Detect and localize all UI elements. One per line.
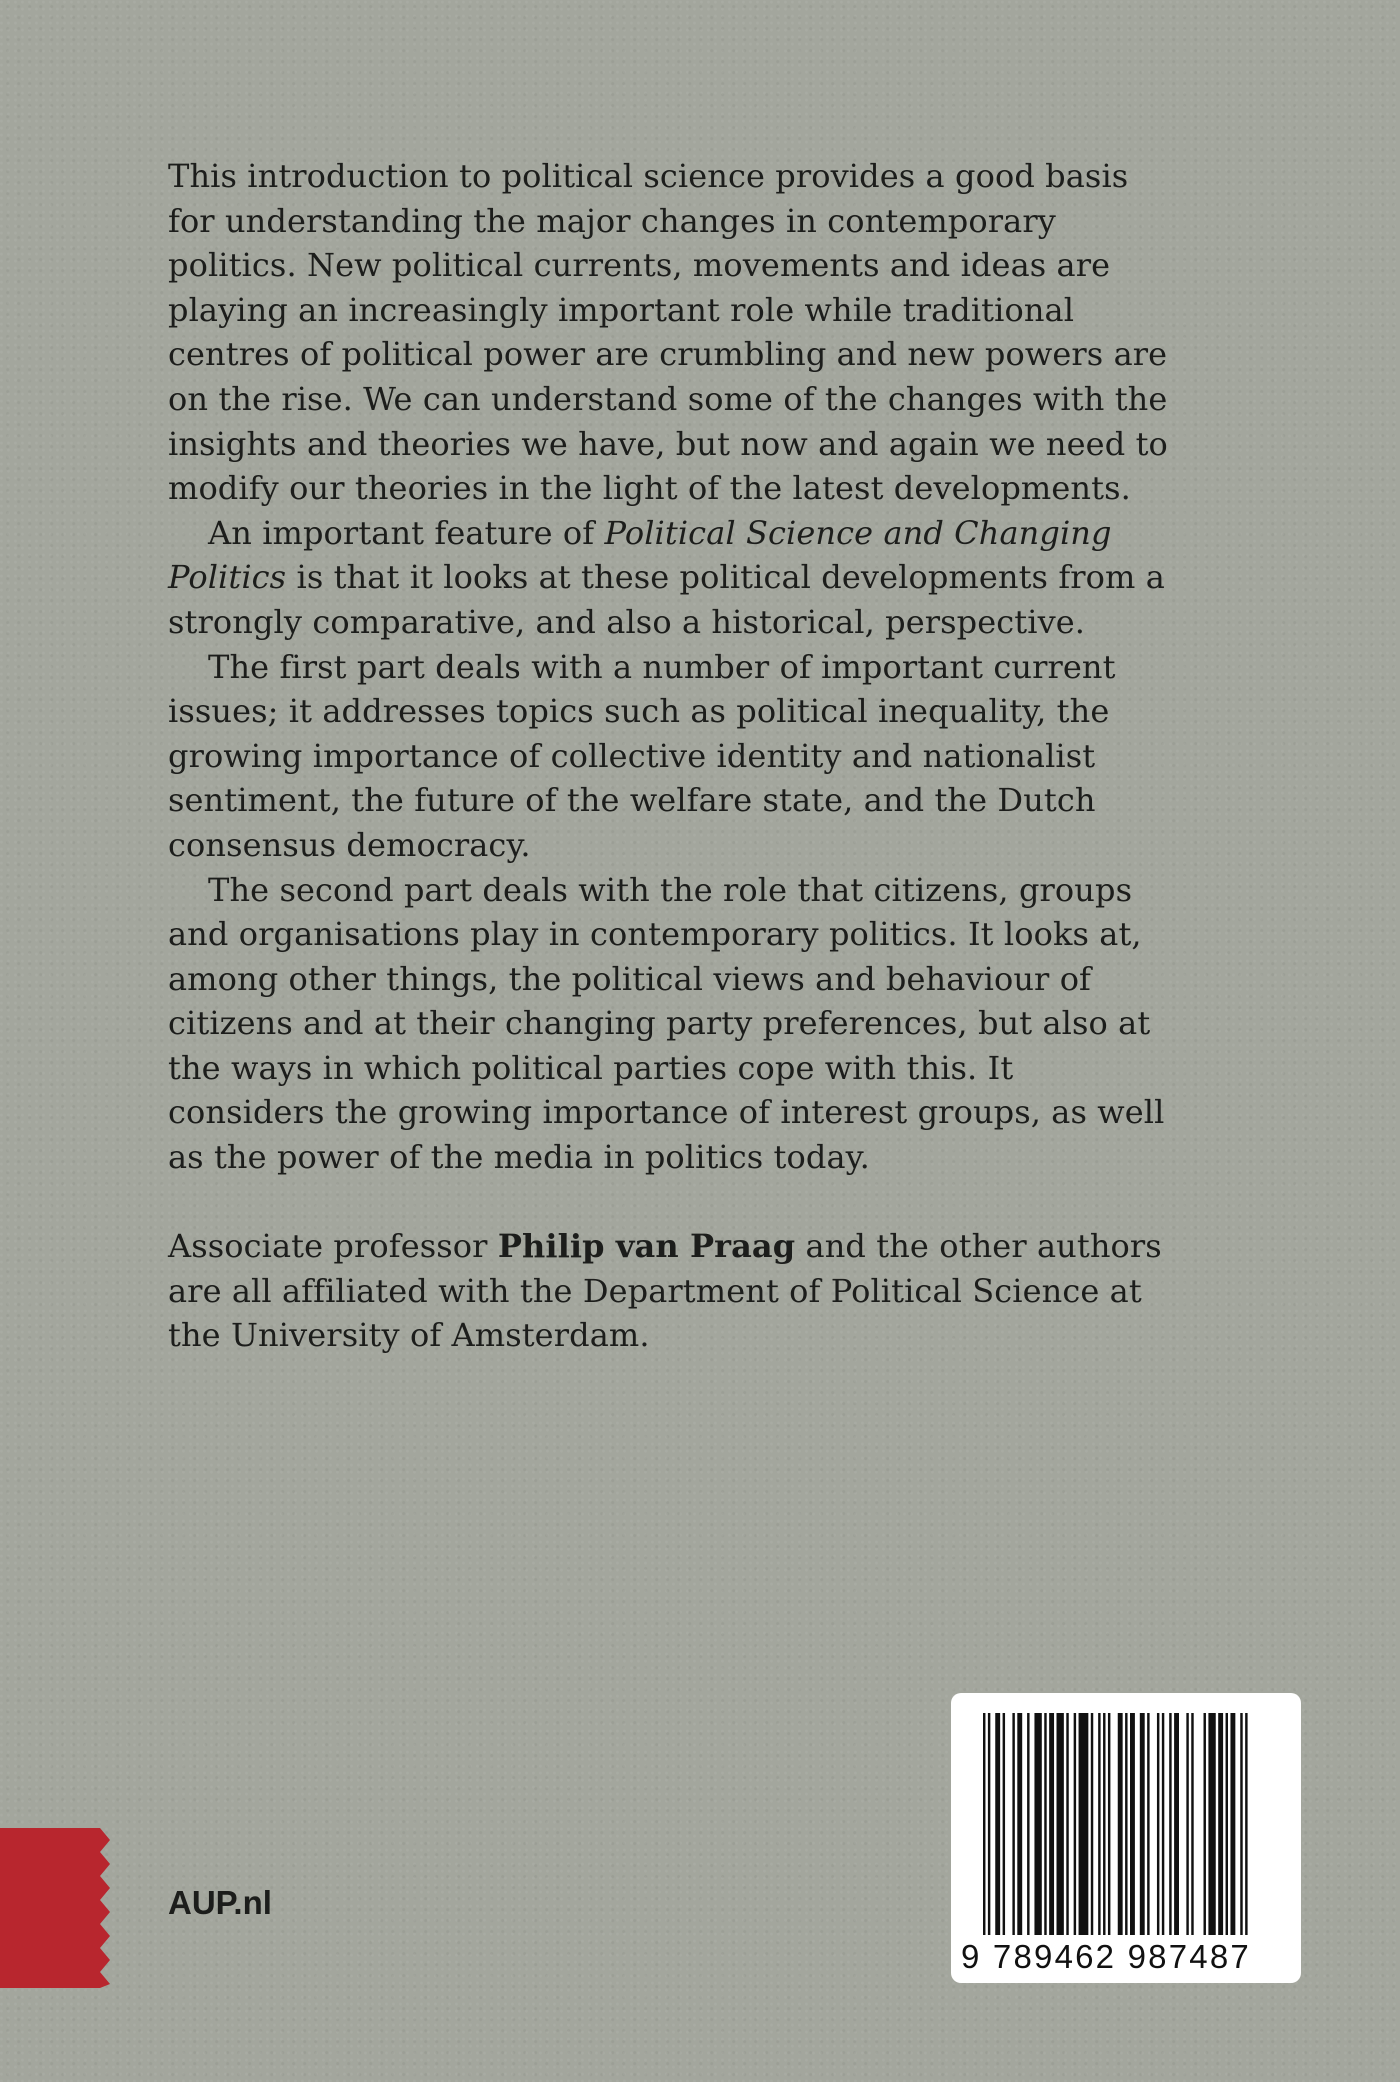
- barcode-bar: [1174, 1713, 1179, 1935]
- barcode-bar: [1230, 1713, 1235, 1935]
- book-title: Political Science and Changing Politics: [168, 513, 1112, 597]
- paragraph-2-lead: An important feature of: [208, 513, 605, 552]
- barcode-bar: [1066, 1713, 1068, 1935]
- barcode-bar: [1157, 1713, 1159, 1935]
- barcode-bar: [988, 1713, 990, 1935]
- author-name: Philip van Praag: [497, 1227, 796, 1266]
- barcode-bar: [1027, 1713, 1029, 1935]
- barcode-bar: [1208, 1713, 1215, 1935]
- barcode-bar: [1057, 1713, 1064, 1935]
- barcode-bar: [983, 1713, 985, 1935]
- barcode-bar: [1017, 1713, 1022, 1935]
- barcode-bar: [1125, 1713, 1127, 1935]
- barcode-bar: [1169, 1713, 1171, 1935]
- barcode-bar: [1049, 1713, 1054, 1935]
- barcode-bar: [1218, 1713, 1223, 1935]
- barcode-bar: [1240, 1713, 1242, 1935]
- blurb-paragraph-4: The second part deals with the role that citizens, groups and organisations play in contemporary politics. It looks at, among other things, the political views and behaviour of citizens and at their changing party preferences, but also at the ways in which political parties cope with this. It considers the growing importance of interest groups, as well as the power of the media in politics today.: [168, 870, 1165, 1177]
- barcode-bar: [1103, 1713, 1105, 1935]
- barcode-bar: [1130, 1713, 1135, 1935]
- barcode-bar: [1147, 1713, 1149, 1935]
- aup-red-logo-icon: [0, 1828, 112, 1993]
- barcode-bar: [1044, 1713, 1046, 1935]
- barcode-bar: [1204, 1713, 1206, 1935]
- blurb-paragraph-1: This introduction to political science provides a good basis for understanding the major changes in contemporary politics. New political currents, movements and ideas are playing an increasingly important role while traditional centres of political power are crumbling and new powers are on the rise. We can understand some of the changes with the insights and theories we have, but now and again we need to modify our theories in the light of the latest developments.: [168, 157, 1168, 508]
- blurb-paragraph-2: [168, 511, 1178, 645]
- barcode-bar: [1245, 1713, 1247, 1935]
- barcode-bars: [951, 1693, 1301, 1943]
- author-bio: [168, 1224, 1178, 1358]
- publisher-website: AUP.nl: [168, 1884, 272, 1921]
- barcode-bar: [1108, 1713, 1110, 1935]
- isbn-barcode: [951, 1693, 1301, 1983]
- barcode-bar: [995, 1713, 1000, 1935]
- barcode-bar: [1118, 1713, 1123, 1935]
- bio-rest: and the other authors are all affiliated with the Department of Political Science at the University of Amsterdam.: [168, 1227, 1162, 1355]
- barcode-bar: [1140, 1713, 1145, 1935]
- barcode-bar: [1186, 1713, 1188, 1935]
- barcode-bar: [1226, 1713, 1228, 1935]
- barcode-bar: [1003, 1713, 1005, 1935]
- barcode-bar: [1074, 1713, 1076, 1935]
- barcode-bar: [1012, 1713, 1014, 1935]
- bio-lead: Associate professor: [168, 1227, 498, 1266]
- isbn-number: 9 789462 987487: [961, 1938, 1251, 1975]
- barcode-bar: [1191, 1713, 1193, 1935]
- barcode-bar: [1098, 1713, 1100, 1935]
- barcode-bar: [1091, 1713, 1093, 1935]
- paragraph-2-rest: is that it looks at these political developments from a strongly comparative, and also a historical, perspective.: [168, 558, 1165, 641]
- blurb-paragraph-3: The first part deals with a number of important current issues; it addresses topics such as political inequality, the growing importance of collective identity and nationalist sentiment, the future of the welfare state, and the Dutch consensus democracy.: [168, 647, 1116, 864]
- blurb-text: [168, 154, 1178, 1358]
- barcode-bar: [1162, 1713, 1164, 1935]
- barcode-bar: [1079, 1713, 1089, 1935]
- barcode-bar: [1034, 1713, 1041, 1935]
